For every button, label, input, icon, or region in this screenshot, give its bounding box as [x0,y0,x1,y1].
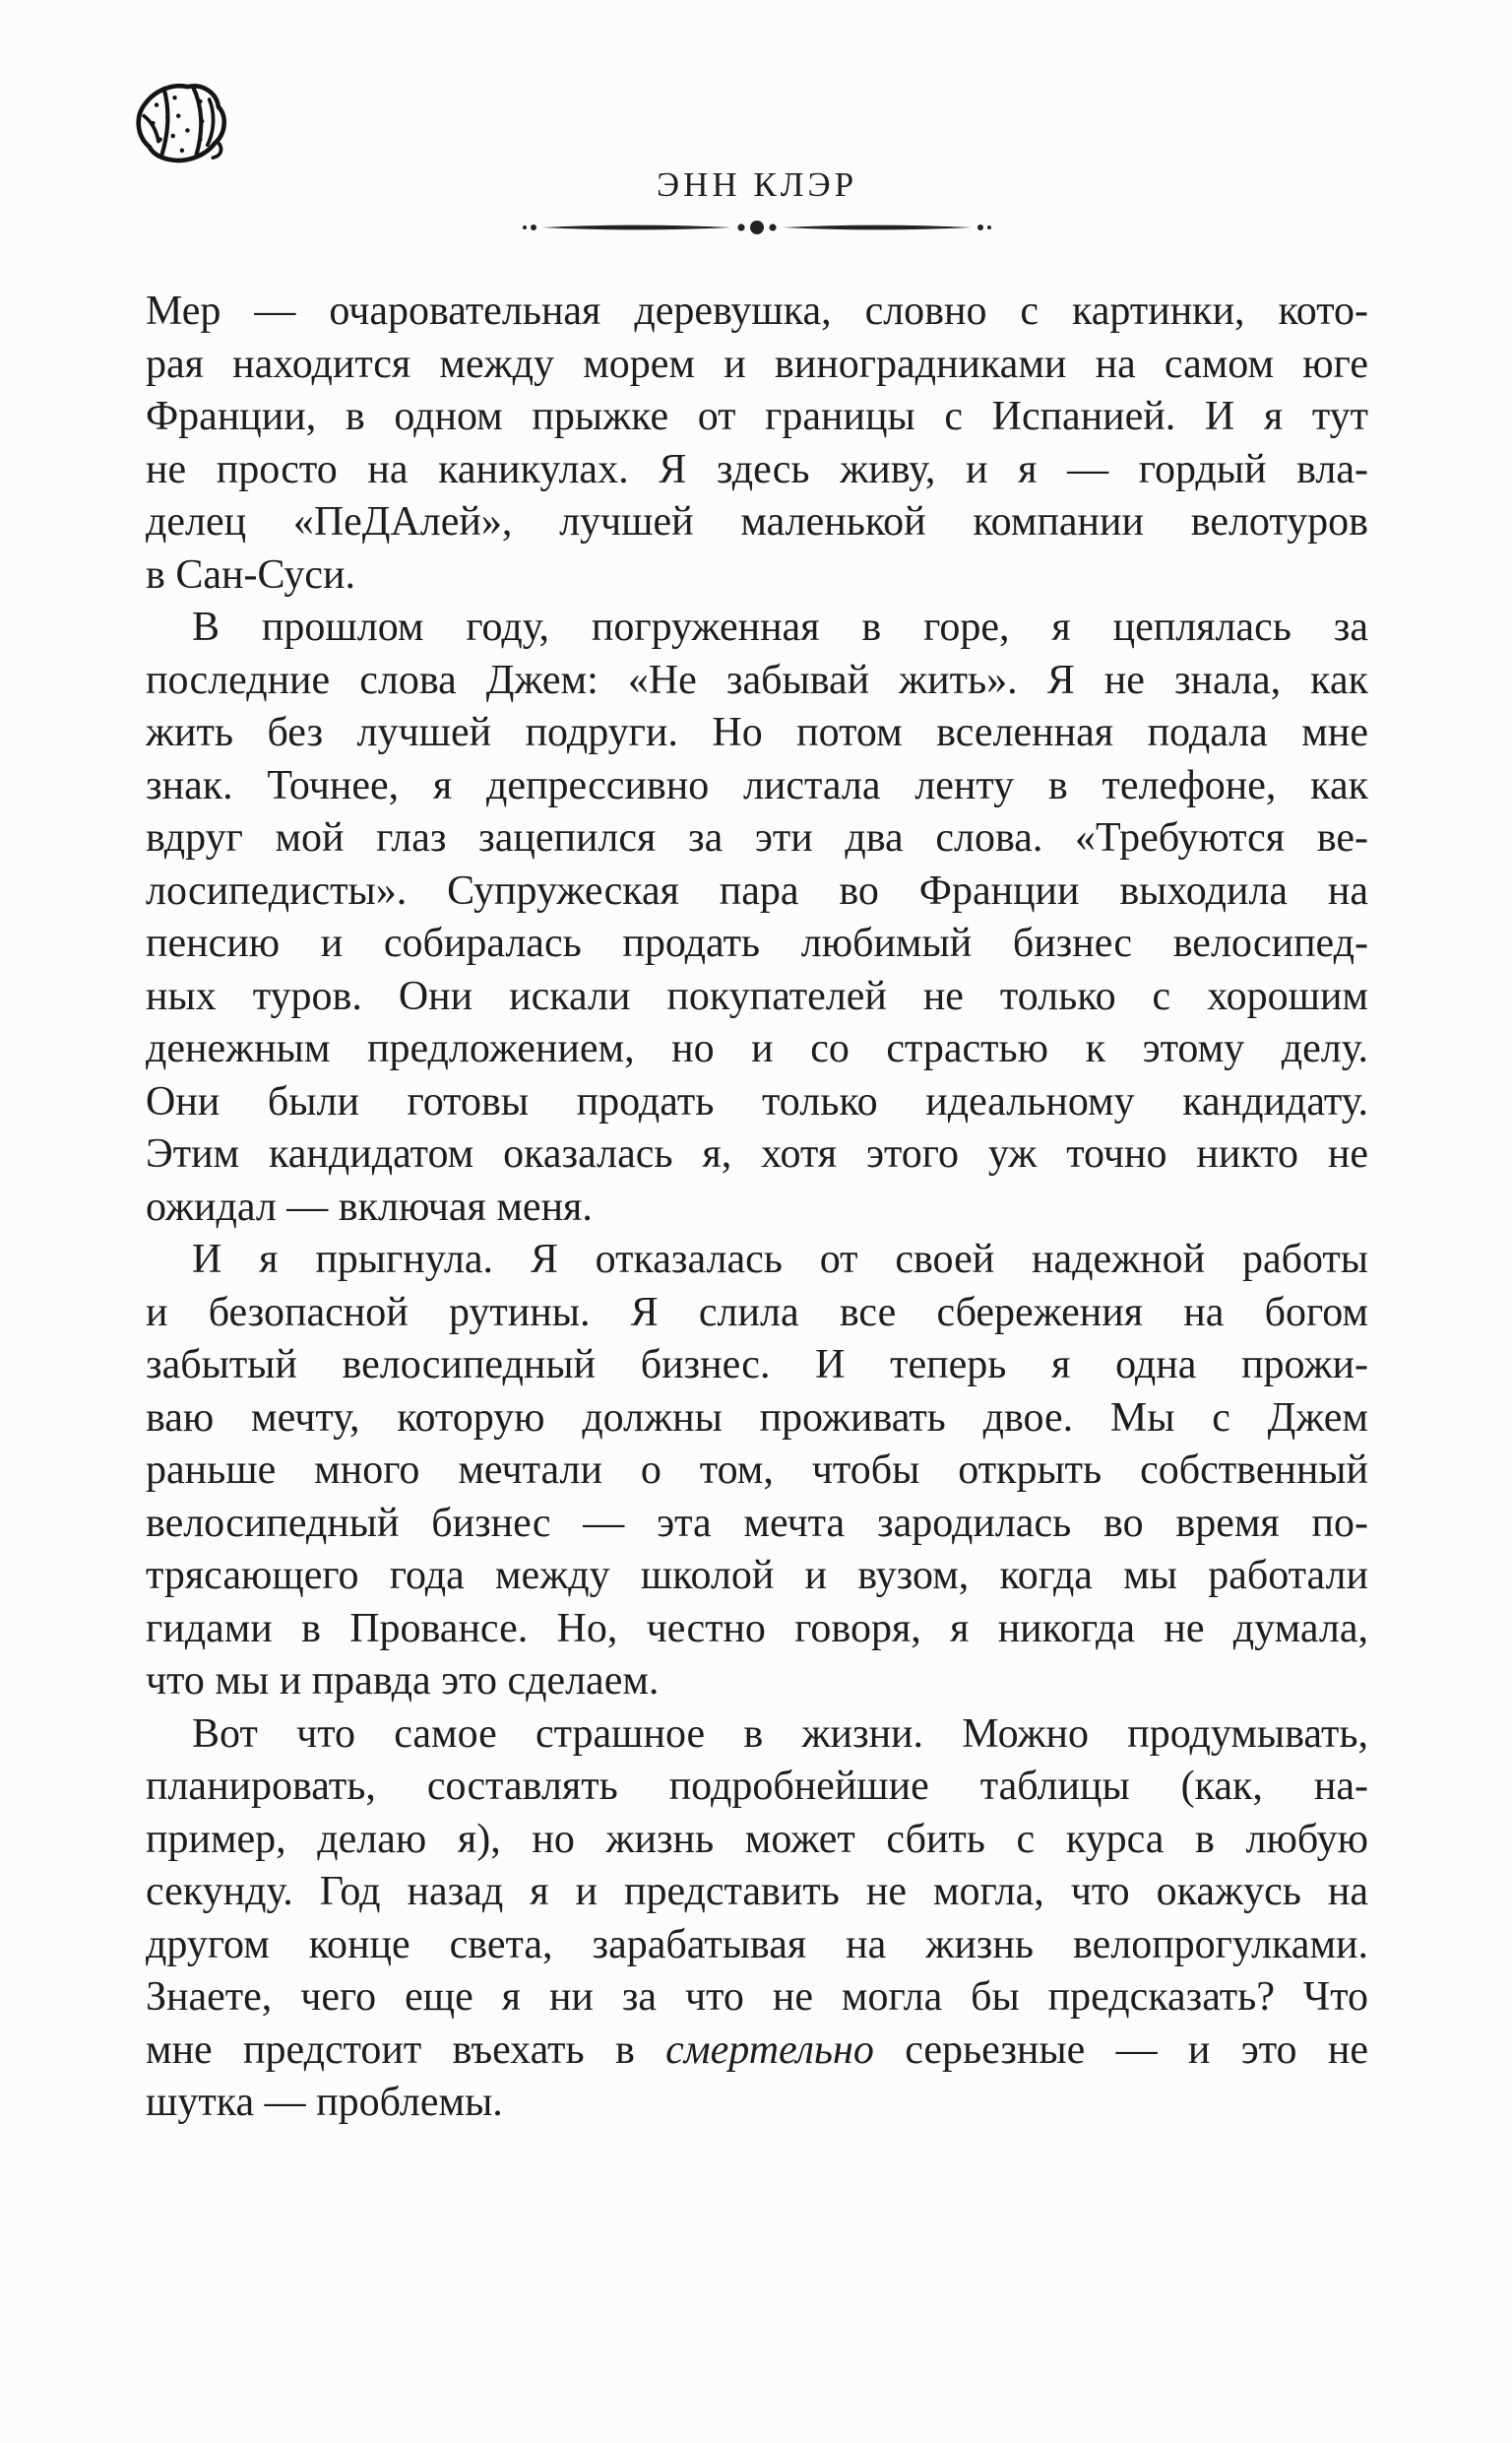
paragraph [146,602,1368,1234]
text-line: жить без лучшей подруги. Но потом вселенная подала мне [146,710,1368,755]
text-line: мне предстоит въехать в смертельно серьезные — и это не [146,2026,1368,2073]
text-line: Знаете, чего еще я ни за что не могла бы предсказать? Что [146,1974,1368,2020]
text-line: в Сан-Суси. [146,551,356,598]
text-line: Они были готовы продать только идеальному кандидату. [146,1078,1368,1125]
text-line: и безопасной рутины. Я слила все сбережения на богом [146,1289,1368,1335]
text-line: ваю мечту, которую должны проживать двое. Мы с Джем [146,1394,1368,1441]
text-line: не просто на каникулах. Я здесь живу, и я — гордый вла- [146,446,1368,492]
text-line: трясающего года между школой и вузом, когда мы работали [146,1553,1368,1598]
text-line: вдруг мой глаз зацепился за эти два слова. «Требуются ве- [146,815,1368,861]
text-line: лосипедисты». Супружеская пара во Франции выходила на [146,868,1368,914]
text-line: велосипедный бизнес — эта мечта зародилась во время по- [146,1500,1368,1546]
text-line: И я прыгнула. Я отказалась от своей надежной работы [192,1237,1368,1282]
page-title: ЭНН КЛЭР [656,165,858,204]
text-line: Вот что самое страшное в жизни. Можно продумывать, [192,1710,1368,1757]
paragraph [146,1708,1368,2130]
text-line: рая находится между морем и виноградниками на самом юге [146,341,1368,387]
text-line: денежным предложением, но и со страстью к этому делу. [146,1026,1368,1071]
text-line: знак. Точнее, я депрессивно листала ленту в телефоне, как [146,762,1368,808]
text-line: Мер — очаровательная деревушка, словно с картинки, кото- [146,289,1368,334]
text-line: последние слова Джем: «Не забывай жить». Я не знала, как [146,657,1368,703]
ornamental-divider-icon [521,219,993,236]
page-body [146,286,1368,2130]
text-line: В прошлом году, погруженная в горе, я цеплялась за [192,605,1368,650]
text-line: Этим кандидатом оказалась я, хотя этого уж точно никто не [146,1131,1368,1177]
text-line: пенсию и собиралась продать любимый бизнес велосипед- [146,921,1368,966]
text-line: секунду. Год назад я и представить не могла, что окажусь на [146,1869,1368,1914]
text-line: шутка — проблемы. [146,2080,503,2125]
paragraph [146,286,1368,602]
text-line: Франции, в одном прыжке от границы с Испанией. И я тут [146,394,1368,439]
text-line: раньше много мечтали о том, чтобы открыть собственный [146,1447,1368,1493]
text-line: пример, делаю я), но жизнь может сбить с курса в любую [146,1816,1368,1862]
text-line: ожидал — включая меня. [146,1184,593,1230]
text-line: забытый велосипедный бизнес. И теперь я одна прожи- [146,1342,1368,1387]
text-line: другом конце света, зарабатывая на жизнь велопрогулками. [146,1921,1368,1967]
text-line: делец «ПеДАлей», лучшей маленькой компании велотуров [146,499,1368,545]
text-line: гидами в Провансе. Но, честно говоря, я никогда не думала, [146,1605,1368,1651]
text-line: планировать, составлять подробнейшие таблицы (как, на- [146,1764,1368,1809]
paragraph [146,1234,1368,1708]
text-line: ных туров. Они искали покупателей не только с хорошим [146,973,1368,1019]
text-line: что мы и правда это сделаем. [146,1658,660,1704]
